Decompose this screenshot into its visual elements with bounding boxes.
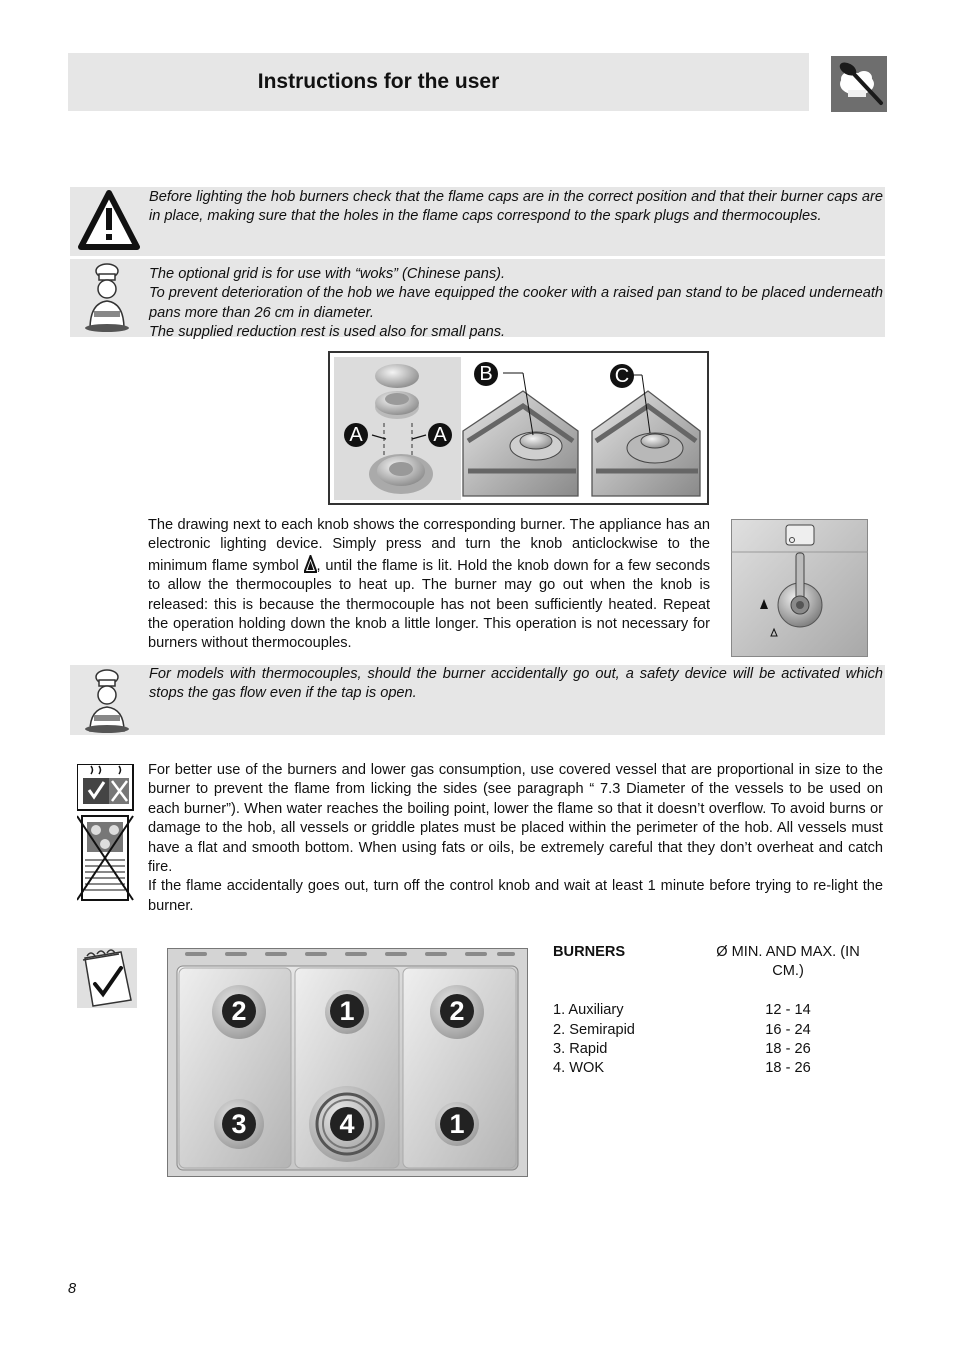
burner-name: 1. Auxiliary (553, 1002, 624, 1019)
burner-number-right-front: 1 (440, 1107, 474, 1141)
note-line-2: To prevent deterioration of the hob we have equipped the cooker with a raised pan stand to be placed underneath pans more than 26 cm in diameter. (149, 285, 883, 321)
warning-text: Before lighting the hob burners check that the flame caps are in the correct position and that their burner caps are in place, making sure that the holes in the flame caps correspond to the spark plugs and thermocouples. (149, 189, 883, 225)
table-row (553, 1040, 883, 1059)
table-row (553, 1021, 883, 1040)
burners-header: BURNERS (553, 944, 626, 960)
header-bar (68, 53, 809, 111)
hob-top-view (167, 948, 528, 1177)
vessel-instructions (148, 761, 883, 916)
control-knob-figure (731, 519, 868, 657)
label-c: C (610, 364, 634, 388)
burner-range: 12 - 14 (765, 1002, 811, 1019)
burner-table-header (553, 943, 883, 982)
warning-note (70, 187, 885, 256)
burner-range: 16 - 24 (765, 1021, 811, 1038)
chef-icon (70, 259, 144, 337)
burner-assembly-figure (328, 351, 709, 505)
burner-table (553, 943, 883, 1079)
burner-number-center-front: 4 (330, 1107, 364, 1141)
diameter-header: Ø MIN. AND MAX. (IN CM.) (716, 944, 860, 980)
chef-note-grid (70, 259, 885, 341)
label-a-right: A (428, 423, 452, 447)
burner-number-right-rear: 2 (440, 994, 474, 1028)
thermocouple-note (70, 665, 885, 735)
vessel-paragraph-2: If the flame accidentally goes out, turn off the control knob and wait at least 1 minute before trying to re-light the burner. (148, 878, 883, 914)
chef-icon (70, 665, 144, 735)
burner-name: 4. WOK (553, 1060, 605, 1077)
vessel-paragraph-1: For better use of the burners and lower gas consumption, use covered vessel that are proportional in size to the burner to prevent the flame from licking the sides (see paragraph “ 7.3 Diameter of the vessels to be used on each burner”). When water reaches the boiling point, lower the flame so that it doesn’t overflow. To avoid burns or damage to the hob, all vessels or griddle plates must be placed within the perimeter of the hob. All vessels must have a flat and smooth bottom. When using fats or oils, be extremely careful that they don’t overheat and catch fire. (148, 762, 883, 876)
correct-vessel-icon (77, 764, 133, 810)
label-a-left: A (344, 423, 368, 447)
chef-spoon-logo-icon (831, 56, 887, 112)
label-b: B (474, 362, 498, 386)
vessel-icons (77, 764, 134, 902)
burner-range: 18 - 26 (765, 1060, 811, 1077)
note-line-3: The supplied reduction rest is used also for small pans. (149, 324, 506, 341)
thermocouple-text: For models with thermocouples, should the burner accidentally go out, a safety device will be activated which stops the gas flow even if the tap is open. (149, 666, 883, 702)
burner-range: 18 - 26 (765, 1041, 811, 1058)
burner-number-center-rear: 1 (330, 994, 364, 1028)
knob-text-part2: , until the flame is lit. Hold the knob down for a few seconds to allow the thermocouples to heat up. The burner may go out when the knob is released: this is because the thermocouple has not been sufficiently heated. Repeat the operation holding down the knob a little longer. This operation is not necessary for burners without thermocouples. (148, 557, 710, 652)
knob-instructions (148, 516, 710, 654)
burner-number-left-front: 3 (222, 1107, 256, 1141)
table-row (553, 1001, 883, 1020)
min-flame-icon (304, 555, 317, 573)
burner-name: 3. Rapid (553, 1041, 608, 1058)
chef-note-grid-text (149, 265, 883, 343)
page-title: Instructions for the user (257, 70, 500, 93)
warning-triangle-icon (70, 187, 144, 256)
knob-text-part1: The drawing next to each knob shows the corresponding burner. The appliance has an electronic lighting device. Simply press and turn the knob anticlockwise to the minimum flame symbol (148, 517, 710, 574)
burner-name: 2. Semirapid (553, 1021, 635, 1038)
note-line-1: The optional grid is for use with “woks” (Chinese pans). (149, 266, 506, 282)
page-number: 8 (68, 1281, 77, 1297)
table-row (553, 1059, 883, 1078)
notepad-icon (77, 948, 137, 1008)
wrong-vessel-icon (77, 816, 133, 900)
burner-number-left-rear: 2 (222, 994, 256, 1028)
